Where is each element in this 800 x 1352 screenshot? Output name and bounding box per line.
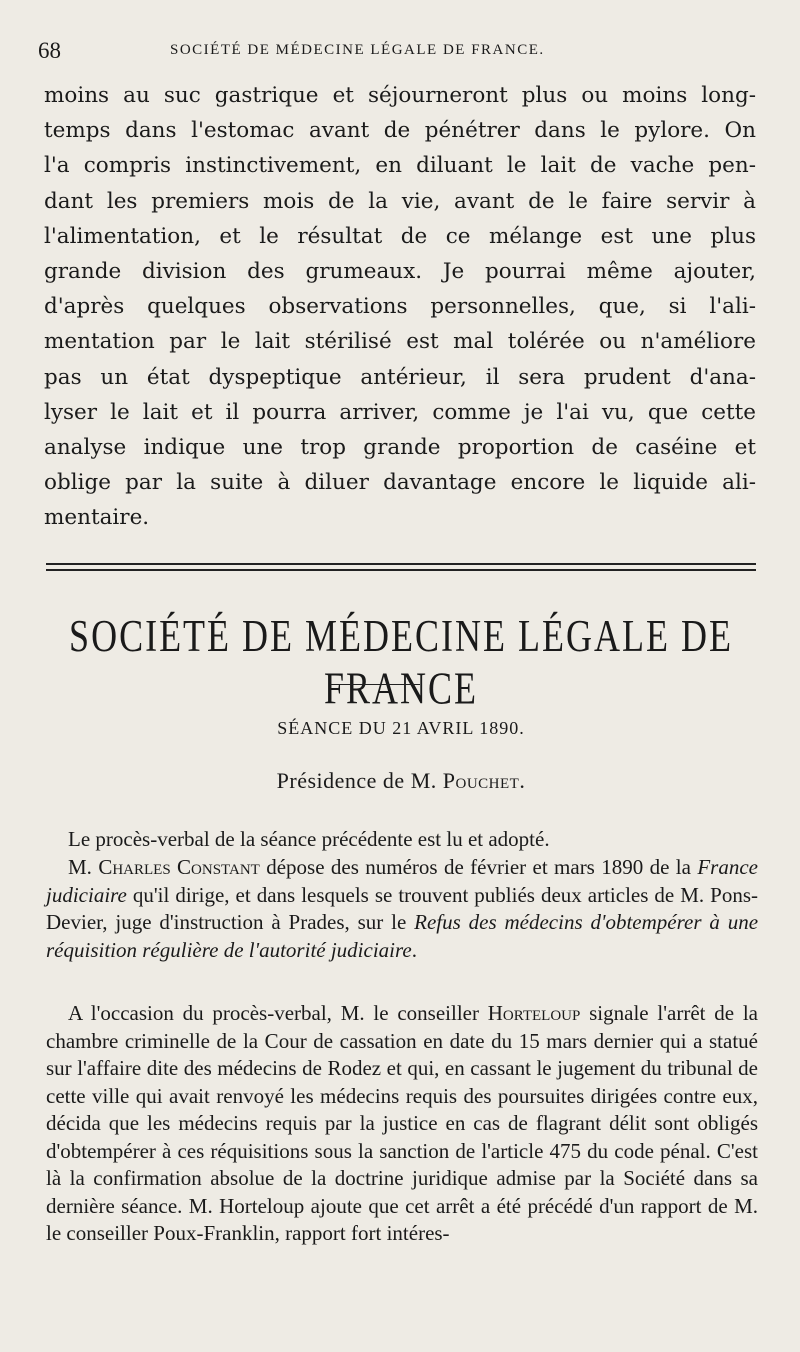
paragraph-text-b: signale l'arrêt de la chambre criminelle de la Cour de cassation en date du 15 mars dernier qui a statué sur l'affaire dite des médecins de Rodez et qui, en cassant le jugement du tribunal de cette ville qui avait renvoyé les médecins requis des poursuites dirigées contre eux, décida que les médecins requis par la justice en cas de flagrant délit sont obligés d'obtempérer à ces réquisitions sous la sanction de l'article 475 du code pénal. C'est là la confirmation absolue de la doctrine juridique admise par la Société dans sa dernière séance. M. Horteloup ajoute que cet arrêt a été précédé d'un rapport de M. le conseiller Poux-Franklin, rapport fort intéres- [46, 1001, 758, 1245]
paragraph-line: moins au suc gastrique et séjourneront plus ou moins long- [44, 83, 756, 108]
paragraph-line: oblige par la suite à diluer davantage encore le liquide ali- [44, 470, 756, 496]
paragraph-text: Le procès-verbal de la séance précédente est lu et adopté. [68, 827, 550, 851]
paragraph-line: l'alimentation, et le résultat de ce mélange est une plus [44, 223, 756, 249]
paragraph-line: l'a compris instinctivement, en diluant le lait de vache pen- [44, 153, 756, 179]
member-name: Horteloup [487, 1001, 581, 1025]
paragraph-line: temps dans l'estomac avant de pénétrer dans le pylore. On [44, 118, 756, 144]
paragraph-horteloup [46, 1000, 758, 1248]
paragraph-text-a: M. [68, 855, 99, 879]
president-name: Pouchet [442, 768, 520, 793]
paragraph-text-d: . [411, 937, 417, 962]
paragraph-line: mentaire. [44, 505, 150, 531]
paragraph-minutes-adopted [46, 826, 758, 854]
member-name: Charles Constant [98, 855, 260, 879]
session-date: SÉANCE DU 21 AVRIL 1890. [277, 718, 525, 738]
section-rule-lower [46, 569, 756, 571]
presidency-line [46, 768, 756, 794]
section-title: SOCIÉTÉ DE MÉDECINE LÉGALE DE FRANCE [69, 610, 733, 714]
paragraph-text-b: dépose des numéros de février et mars 1890 de la [259, 855, 698, 879]
journal-title: France judiciaire [46, 855, 758, 907]
presidency-prefix: Présidence de M. [276, 768, 443, 793]
paragraph-line: d'après quelques observations personnelles, que, si l'ali- [44, 294, 756, 320]
running-title: SOCIÉTÉ DE MÉDECINE LÉGALE DE FRANCE. [170, 42, 545, 58]
paragraph-line: analyse indique une trop grande proportion de caséine et [44, 435, 756, 460]
article-title: Refus des médecins d'obtempérer à une réquisition régulière de l'autorité judiciaire [46, 910, 759, 962]
paragraph-line: mentation par le lait stérilisé est mal tolérée ou n'améliore [44, 329, 756, 355]
running-header [38, 38, 638, 68]
paragraph-line: dant les premiers mois de la vie, avant de le faire servir à [44, 188, 756, 214]
presidency-suffix: . [519, 768, 526, 793]
paragraph-text-a: A l'occasion du procès-verbal, M. le conseiller [68, 1001, 488, 1025]
paragraph-line: lyser le lait et il pourra arriver, comme je l'ai vu, que cette [44, 399, 756, 425]
title-divider [330, 684, 420, 685]
paragraph-text-c: qu'il dirige, et dans lesquels se trouvent publiés deux articles de M. Pons-Devier, juge d'instruction à Prades, sur le [46, 882, 758, 934]
page-number: 68 [38, 38, 61, 63]
paragraph-constant [46, 854, 758, 964]
paragraph-line: pas un état dyspeptique antérieur, il sera prudent d'ana- [44, 364, 756, 390]
section-rule-upper [46, 563, 756, 565]
paragraph-line: grande division des grumeaux. Je pourrai même ajouter, [44, 259, 756, 284]
